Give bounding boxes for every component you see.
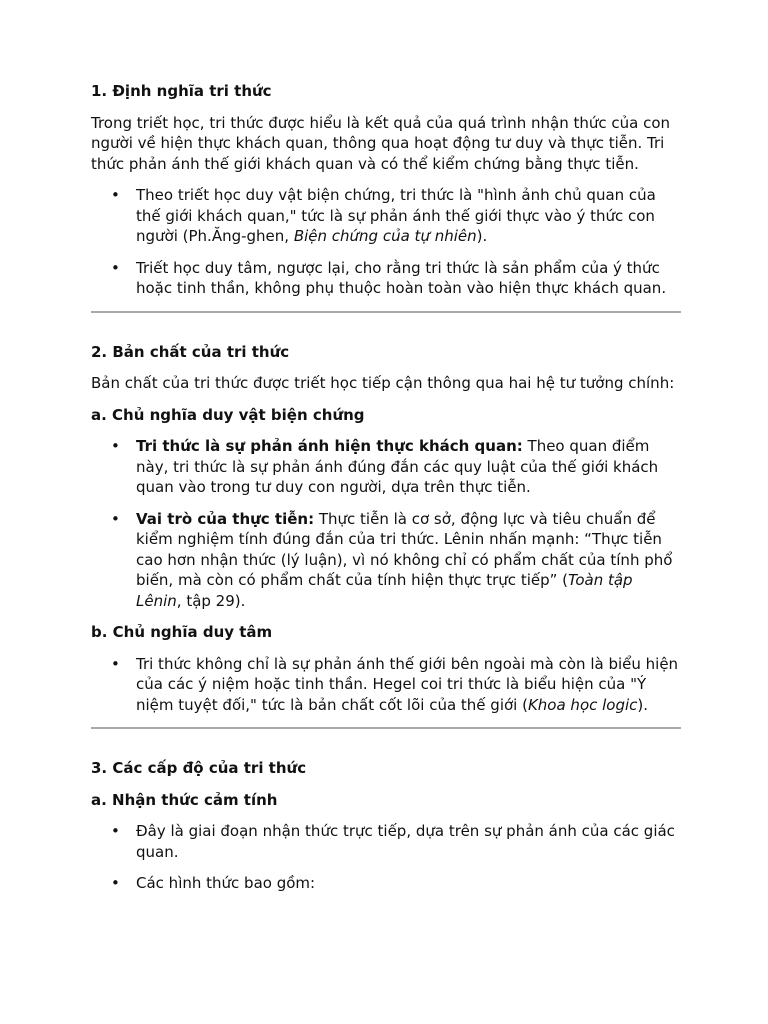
section-divider — [91, 311, 681, 313]
list-item — [91, 258, 681, 299]
section-3-heading: 3. Các cấp độ của tri thức — [91, 759, 307, 777]
section-1-heading: 1. Định nghĩa tri thức — [91, 82, 272, 100]
list-item-text-end: , tập 29). — [176, 591, 246, 610]
bullet-icon: • — [111, 437, 120, 455]
list-item — [91, 509, 681, 612]
list-item-text-end: ). — [476, 227, 488, 245]
list-item — [91, 654, 681, 716]
section-2-heading: 2. Bản chất của tri thức — [91, 342, 290, 361]
section-2-intro: Bản chất của tri thức được triết học tiếp cận thông qua hai hệ tư tưởng chính: — [91, 374, 675, 392]
list-item — [91, 821, 681, 862]
subsection-2a-heading: a. Chủ nghĩa duy vật biện chứng — [91, 405, 365, 424]
section-1-list — [91, 185, 681, 299]
subsection-3a-list — [91, 821, 681, 894]
list-item-text: Các hình thức bao gồm: — [136, 874, 316, 892]
list-item-text: Tri thức không chỉ là sự phản ánh thế giới bên ngoài mà còn là biểu hiện của các ý niệm hoặc tinh thần. Hegel coi tri thức là biểu hiện của "Ý niệm tuyệt đối," tức là bản chất cốt lõi của thế giới ( — [136, 654, 679, 714]
book-title: Biện chứng của tự nhiên — [293, 227, 477, 245]
list-item — [91, 436, 681, 498]
bullet-icon: • — [111, 822, 120, 840]
section-1-intro: Trong triết học, tri thức được hiểu là kết quả của quá trình nhận thức của con người về hiện thực khách quan, thông qua hoạt động tư duy và thực tiễn. Tri thức phản ánh thế giới khách quan và có thể kiểm chứng bằng thực tiễn. — [91, 113, 671, 173]
list-item-text: Triết học duy tâm, ngược lại, cho rằng tri thức là sản phẩm của ý thức hoặc tinh thần, không phụ thuộc hoàn toàn vào hiện thực khách quan. — [136, 258, 667, 297]
bullet-icon: • — [111, 874, 120, 892]
list-item-text: Theo triết học duy vật biện chứng, tri thức là "hình ảnh chủ quan của thế giới khách quan," tức là sự phản ánh thế giới thực vào ý thức con người (Ph.Ăng-ghen, — [136, 186, 656, 245]
list-item-text-end: ). — [637, 695, 649, 714]
list-item-text: Thực tiễn là cơ sở, động lực và tiêu chuẩn để kiểm nghiệm tính đúng đắn của tri thức. Lênin nhấn mạnh: “Thực tiễn cao hơn nhận thức (lý luận), vì nó không chỉ có phẩm chất của tính phổ biến, mà còn có phẩm chất của tính hiện thực trực tiếp” ( — [136, 509, 673, 589]
bullet-icon: • — [111, 654, 120, 673]
section-divider — [91, 727, 681, 729]
list-item — [91, 873, 681, 894]
subsection-2a-list — [91, 436, 681, 611]
bullet-icon: • — [111, 186, 120, 204]
book-title: Toàn tập Lênin — [136, 571, 633, 610]
subsection-2b-list — [91, 654, 681, 716]
list-item-text: Theo quan điểm này, tri thức là sự phản ánh đúng đắn các quy luật của thế giới khách quan vào trong tư duy con người, dựa trên thực tiễn. — [136, 437, 659, 496]
bullet-icon: • — [111, 509, 120, 528]
bullet-icon: • — [111, 258, 120, 277]
subsection-3a-heading: a. Nhận thức cảm tính — [91, 790, 278, 809]
subsection-2b-heading: b. Chủ nghĩa duy tâm — [91, 623, 273, 641]
list-item-text: Đây là giai đoạn nhận thức trực tiếp, dựa trên sự phản ánh của các giác quan. — [136, 822, 675, 861]
list-item — [91, 185, 681, 247]
book-title: Khoa học logic — [527, 695, 638, 714]
list-item-lead: Tri thức là sự phản ánh hiện thực khách quan: — [136, 437, 523, 455]
document-content — [91, 81, 681, 894]
list-item-lead: Vai trò của thực tiễn: — [136, 509, 315, 528]
